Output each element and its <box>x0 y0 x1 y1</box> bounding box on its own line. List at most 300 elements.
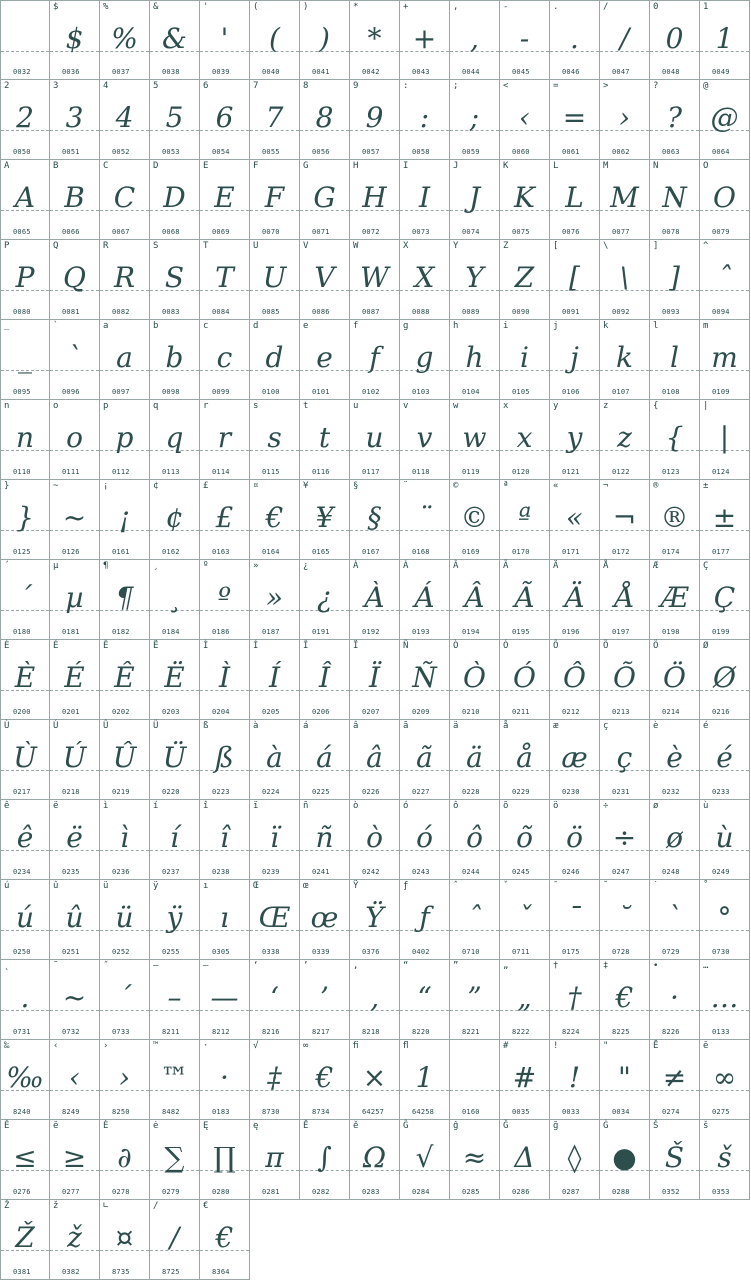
glyph-sample: [ <box>569 261 580 294</box>
glyph-char-label: É <box>53 641 59 651</box>
glyph-cell <box>250 400 300 480</box>
glyph-code: 0225 <box>312 788 330 796</box>
glyph-char-label: ” <box>453 961 459 971</box>
glyph-char-label: [ <box>553 241 559 251</box>
glyph-sample <box>450 1056 499 1100</box>
glyph-cell <box>650 320 700 400</box>
glyph-sample: ) <box>319 22 330 55</box>
glyph-char-label: ‹ <box>53 1041 59 1051</box>
glyph-cell <box>700 160 750 240</box>
glyph-sample: S <box>164 261 185 294</box>
glyph-char-label: F <box>253 161 259 171</box>
glyph-cell <box>250 80 300 160</box>
glyph-cell <box>150 880 200 960</box>
glyph-cell <box>250 480 300 560</box>
glyph-cell <box>350 240 400 320</box>
glyph-cell <box>150 960 200 1040</box>
glyph-char-label: ﬁ <box>353 1041 359 1051</box>
glyph-sample: ¢ <box>165 501 184 534</box>
glyph-sample: ö <box>566 821 583 854</box>
glyph-char-label: n <box>4 401 10 411</box>
glyph-char-label: Ē <box>653 1041 659 1051</box>
glyph-char-label: o <box>53 401 59 411</box>
glyph-code: 0282 <box>312 1188 330 1196</box>
glyph-sample: y <box>566 421 583 454</box>
glyph-char-label: ˇ <box>503 881 509 891</box>
glyph-cell <box>700 800 750 880</box>
glyph-sample: 5 <box>165 101 184 134</box>
glyph-char-label: Ê <box>103 641 109 651</box>
glyph-char-label: ã <box>403 721 409 731</box>
glyph-code: 0728 <box>612 948 630 956</box>
glyph-cell <box>550 640 600 720</box>
glyph-code: 8216 <box>262 1028 280 1036</box>
glyph-cell <box>0 1200 50 1280</box>
glyph-cell <box>700 320 750 400</box>
glyph-sample: ∑ <box>164 1141 185 1174</box>
glyph-code: 0119 <box>462 468 480 476</box>
glyph-cell <box>500 400 550 480</box>
glyph-sample: ¿ <box>316 581 332 614</box>
glyph-sample: . <box>20 981 30 1014</box>
glyph-cell <box>650 640 700 720</box>
glyph-sample: 0 <box>665 22 684 55</box>
glyph-code: 0187 <box>262 628 280 636</box>
glyph-sample: è <box>666 741 683 774</box>
glyph-code: 0053 <box>162 148 180 156</box>
glyph-cell <box>650 720 700 800</box>
glyph-sample: Ù <box>13 741 37 774</box>
glyph-char-label: p <box>103 401 109 411</box>
glyph-char-label: „ <box>503 961 509 971</box>
glyph-code: 0041 <box>312 68 330 76</box>
glyph-cell <box>600 80 650 160</box>
glyph-sample: V <box>314 261 335 294</box>
glyph-sample: Û <box>112 741 137 774</box>
glyph-code: 0076 <box>562 228 580 236</box>
glyph-sample: ¨ <box>417 501 432 534</box>
glyph-char-label: ë <box>53 801 59 811</box>
glyph-char-label: ç <box>603 721 609 731</box>
glyph-cell <box>400 240 450 320</box>
glyph-cell <box>550 960 600 1040</box>
glyph-sample: Z <box>514 261 535 294</box>
glyph-cell <box>50 160 100 240</box>
glyph-code: 0243 <box>412 868 430 876</box>
glyph-sample: Î <box>318 661 331 694</box>
glyph-code: 0058 <box>412 148 430 156</box>
glyph-sample: ä <box>466 741 483 774</box>
glyph-code: 0062 <box>612 148 630 156</box>
glyph-char-label: § <box>353 481 359 491</box>
glyph-code: 0203 <box>162 708 180 716</box>
glyph-sample: c <box>216 341 233 374</box>
glyph-cell <box>50 80 100 160</box>
glyph-sample: ç <box>616 741 633 774</box>
glyph-char-label: % <box>103 2 109 12</box>
glyph-char-label: › <box>103 1041 109 1051</box>
glyph-cell <box>650 880 700 960</box>
glyph-cell <box>50 0 100 80</box>
glyph-char-label: Â <box>453 561 459 571</box>
glyph-char-label: â <box>353 721 359 731</box>
glyph-sample: € <box>615 981 634 1014</box>
glyph-cell <box>400 880 450 960</box>
glyph-sample: ≥ <box>62 1141 87 1174</box>
glyph-code: 8364 <box>212 1268 230 1276</box>
glyph-char-label: ä <box>453 721 459 731</box>
glyph-sample: 8 <box>315 101 334 134</box>
glyph-sample: t <box>318 421 331 454</box>
glyph-sample: Á <box>414 581 435 614</box>
glyph-char-label: ô <box>453 801 459 811</box>
glyph-sample: } <box>16 501 34 534</box>
glyph-sample: ã <box>416 741 433 774</box>
glyph-sample: µ <box>65 581 84 614</box>
glyph-code: 0037 <box>112 68 130 76</box>
glyph-sample: ● <box>612 1141 637 1174</box>
glyph-code: 0064 <box>712 148 730 156</box>
glyph-code: 8221 <box>462 1028 480 1036</box>
glyph-char-label: • <box>653 961 659 971</box>
glyph-char-label: y <box>553 401 559 411</box>
glyph-sample: o <box>66 421 83 454</box>
glyph-code: 0209 <box>412 708 430 716</box>
glyph-cell <box>500 880 550 960</box>
glyph-code: 0229 <box>512 788 530 796</box>
glyph-char-label: ¡ <box>103 481 109 491</box>
glyph-sample: h <box>465 341 484 374</box>
glyph-char-label: º <box>203 561 209 571</box>
glyph-cell <box>700 960 750 1040</box>
glyph-char-label: x <box>503 401 509 411</box>
glyph-code: 0224 <box>262 788 280 796</box>
glyph-code: 0244 <box>462 868 480 876</box>
glyph-cell <box>250 0 300 80</box>
glyph-code: 0232 <box>662 788 680 796</box>
glyph-code: 0402 <box>412 948 430 956</box>
glyph-sample: K <box>514 181 535 214</box>
glyph-char-label: Ö <box>653 641 659 651</box>
glyph-cell <box>650 960 700 1040</box>
glyph-sample: L <box>565 181 584 214</box>
glyph-cell <box>450 1120 500 1200</box>
glyph-char-label: ÷ <box>603 801 609 811</box>
glyph-sample: £ <box>215 501 234 534</box>
glyph-char-label: ¿ <box>303 561 309 571</box>
glyph-sample: § <box>367 501 382 534</box>
glyph-cell <box>200 480 250 560</box>
glyph-cell <box>100 480 150 560</box>
glyph-sample: D <box>163 181 186 214</box>
glyph-cell <box>550 480 600 560</box>
glyph-cell <box>400 160 450 240</box>
glyph-code: 0710 <box>462 948 480 956</box>
glyph-cell <box>100 1120 150 1200</box>
glyph-char-label: Ĕ <box>4 1121 10 1131</box>
glyph-char-label: Y <box>453 241 459 251</box>
glyph-sample: π <box>265 1141 284 1174</box>
glyph-char-label: H <box>353 161 359 171</box>
glyph-cell <box>50 480 100 560</box>
glyph-cell <box>250 1120 300 1200</box>
glyph-cell <box>700 720 750 800</box>
glyph-char-label: ˙ <box>653 881 659 891</box>
glyph-sample: € <box>315 1061 334 1094</box>
glyph-char-label: 7 <box>253 81 259 91</box>
glyph-char-label: Z <box>503 241 509 251</box>
glyph-char-label: ’ <box>303 961 309 971</box>
glyph-cell <box>600 880 650 960</box>
glyph-char-label: ó <box>403 801 409 811</box>
glyph-cell <box>350 1040 400 1120</box>
glyph-cell <box>250 880 300 960</box>
glyph-cell <box>650 1120 700 1200</box>
glyph-code: 0094 <box>712 308 730 316</box>
glyph-char-label: $ <box>53 2 59 12</box>
glyph-sample: Ö <box>663 661 686 694</box>
glyph-char-label: l <box>653 321 659 331</box>
glyph-cell <box>100 560 150 640</box>
glyph-sample: b <box>165 341 184 374</box>
glyph-code: 0047 <box>612 68 630 76</box>
glyph-char-label: 2 <box>4 81 10 91</box>
glyph-char-label: ´ <box>4 561 10 571</box>
glyph-code: 0217 <box>13 788 31 796</box>
glyph-cell <box>0 560 50 640</box>
glyph-cell <box>150 320 200 400</box>
glyph-sample: ≠ <box>662 1061 687 1094</box>
glyph-sample: ì <box>120 821 129 854</box>
glyph-sample: w <box>462 421 487 454</box>
glyph-cell <box>250 560 300 640</box>
glyph-code: 0250 <box>13 948 31 956</box>
glyph-code: 0048 <box>662 68 680 76</box>
glyph-char-label: ‚ <box>353 961 359 971</box>
glyph-sample: ñ <box>315 821 334 854</box>
glyph-sample: 3 <box>65 101 84 134</box>
glyph-cell <box>700 0 750 80</box>
glyph-sample: ‡ <box>267 1061 282 1094</box>
glyph-char-label: Î <box>303 641 309 651</box>
glyph-char-label: M <box>603 161 609 171</box>
glyph-char-label: ˆ <box>453 881 459 891</box>
glyph-sample: … <box>710 981 739 1014</box>
glyph-char-label: / <box>603 2 609 12</box>
glyph-sample: Q <box>63 261 86 294</box>
glyph-sample: ” <box>467 981 482 1014</box>
glyph-code: 0046 <box>562 68 580 76</box>
glyph-code: 0034 <box>612 1108 630 1116</box>
glyph-code: 0198 <box>662 628 680 636</box>
glyph-char-label: ¨ <box>403 481 409 491</box>
glyph-code: 0089 <box>462 308 480 316</box>
glyph-char-label: ) <box>303 2 309 12</box>
glyph-code: 0063 <box>662 148 680 156</box>
glyph-char-label: & <box>153 2 159 12</box>
glyph-sample: Å <box>614 581 635 614</box>
glyph-char-label: Ž <box>4 1201 10 1211</box>
glyph-char-label: ž <box>53 1201 59 1211</box>
glyph-code: 0075 <box>512 228 530 236</box>
glyph-sample: ¡ <box>118 501 131 534</box>
glyph-char-label: œ <box>303 881 309 891</box>
glyph-sample: ü <box>115 901 134 934</box>
glyph-char-label: 9 <box>353 81 359 91</box>
glyph-sample: r <box>217 421 232 454</box>
glyph-cell <box>350 480 400 560</box>
glyph-cell <box>50 960 100 1040</box>
glyph-sample: ’ <box>320 981 329 1014</box>
glyph-char-label: ± <box>703 481 709 491</box>
glyph-cell <box>450 960 500 1040</box>
glyph-sample: q <box>165 421 184 454</box>
glyph-sample: ê <box>16 821 34 854</box>
glyph-sample: Ë <box>164 661 185 694</box>
glyph-sample: Ò <box>463 661 486 694</box>
glyph-cell <box>400 800 450 880</box>
glyph-cell <box>550 1040 600 1120</box>
glyph-cell <box>150 1200 200 1280</box>
glyph-code: 0107 <box>612 388 630 396</box>
glyph-char-label: å <box>503 721 509 731</box>
glyph-code: 0177 <box>712 548 730 556</box>
glyph-code: 0234 <box>13 868 31 876</box>
glyph-cell <box>500 800 550 880</box>
glyph-code: 0212 <box>562 708 580 716</box>
glyph-sample: ˘ <box>617 901 632 934</box>
glyph-char-label: Ø <box>703 641 709 651</box>
glyph-sample: € <box>265 501 284 534</box>
glyph-cell <box>250 640 300 720</box>
glyph-code: 0117 <box>362 468 380 476</box>
glyph-char-label: Ç <box>703 561 709 571</box>
glyph-sample: F <box>264 181 285 214</box>
glyph-sample: H <box>362 181 387 214</box>
glyph-cell <box>450 400 500 480</box>
glyph-cell <box>650 400 700 480</box>
glyph-sample: ı <box>220 901 229 934</box>
glyph-sample: a <box>116 341 133 374</box>
glyph-char-label: Ğ <box>503 1121 509 1131</box>
glyph-char-label: ˝ <box>103 961 109 971</box>
glyph-char-label: ™ <box>153 1041 159 1051</box>
glyph-code: 0096 <box>62 388 80 396</box>
glyph-sample: Ì <box>218 661 231 694</box>
glyph-code: 0182 <box>112 628 130 636</box>
glyph-code: 0125 <box>13 548 31 556</box>
glyph-char-label: V <box>303 241 309 251</box>
glyph-code: 0032 <box>13 68 31 76</box>
glyph-cell <box>350 0 400 80</box>
glyph-char-label: B <box>53 161 59 171</box>
glyph-sample: ª <box>517 501 532 534</box>
glyph-sample: ¤ <box>115 1221 134 1254</box>
glyph-sample: ( <box>269 22 280 55</box>
glyph-code: 0219 <box>112 788 130 796</box>
glyph-code: 8212 <box>212 1028 230 1036</box>
glyph-code: 0099 <box>212 388 230 396</box>
glyph-char-label: Ï <box>353 641 359 651</box>
glyph-code: 64257 <box>362 1108 385 1116</box>
glyph-cell <box>100 160 150 240</box>
glyph-code: 0228 <box>462 788 480 796</box>
glyph-sample: ¬ <box>612 501 637 534</box>
glyph-char-label: 5 <box>153 81 159 91</box>
glyph-char-label: ė <box>153 1121 159 1131</box>
glyph-code: 0068 <box>162 228 180 236</box>
glyph-char-label: ¥ <box>303 481 309 491</box>
glyph-code: 0381 <box>13 1268 31 1276</box>
glyph-char-label: ¬ <box>603 481 609 491</box>
glyph-cell <box>300 400 350 480</box>
glyph-sample: × <box>362 1061 387 1094</box>
glyph-cell <box>100 80 150 160</box>
glyph-char-label: à <box>253 721 259 731</box>
glyph-cell <box>250 240 300 320</box>
glyph-sample: √ <box>415 1141 434 1174</box>
glyph-char-label: í <box>153 801 159 811</box>
glyph-sample: ô <box>466 821 483 854</box>
glyph-sample: j <box>570 341 579 374</box>
glyph-cell <box>0 880 50 960</box>
glyph-sample: x <box>516 421 533 454</box>
glyph-code: 0352 <box>662 1188 680 1196</box>
glyph-sample: Ç <box>713 581 736 614</box>
glyph-code: 0161 <box>112 548 130 556</box>
glyph-sample: ∕ <box>169 1221 180 1254</box>
glyph-char-label: ĕ <box>53 1121 59 1131</box>
glyph-char-label: Ã <box>503 561 509 571</box>
glyph-char-label: — <box>203 961 209 971</box>
glyph-char-label: , <box>453 2 459 12</box>
glyph-code: 8249 <box>62 1108 80 1116</box>
glyph-sample: ¶ <box>115 581 134 614</box>
glyph-sample: & <box>162 22 187 55</box>
glyph-cell <box>650 480 700 560</box>
glyph-char-label: a <box>103 321 109 331</box>
glyph-cell <box>450 320 500 400</box>
glyph-code: 0279 <box>162 1188 180 1196</box>
glyph-code: 0071 <box>312 228 330 236</box>
glyph-cell <box>300 880 350 960</box>
glyph-sample: . <box>570 22 579 55</box>
glyph-sample: \ <box>619 261 630 294</box>
glyph-sample: ˆ <box>467 901 482 934</box>
glyph-cell <box>350 960 400 1040</box>
glyph-code: 0205 <box>262 708 280 716</box>
glyph-sample: ! <box>568 1061 581 1094</box>
glyph-code: 0077 <box>612 228 630 236</box>
glyph-cell <box>350 560 400 640</box>
glyph-sample: ƒ <box>419 901 430 934</box>
glyph-cell <box>200 320 250 400</box>
glyph-code: 0054 <box>212 148 230 156</box>
glyph-sample: ® <box>660 501 689 534</box>
glyph-code: 0193 <box>412 628 430 636</box>
glyph-code: 0045 <box>512 68 530 76</box>
glyph-cell <box>550 1120 600 1200</box>
glyph-code: 0195 <box>512 628 530 636</box>
glyph-char-label: P <box>4 241 10 251</box>
glyph-sample: O <box>713 181 736 214</box>
glyph-char-label: U <box>253 241 259 251</box>
glyph-code: 0169 <box>462 548 480 556</box>
glyph-cell <box>250 320 300 400</box>
glyph-code: 0201 <box>62 708 80 716</box>
glyph-sample: › <box>618 101 631 134</box>
glyph-char-label: Û <box>103 721 109 731</box>
